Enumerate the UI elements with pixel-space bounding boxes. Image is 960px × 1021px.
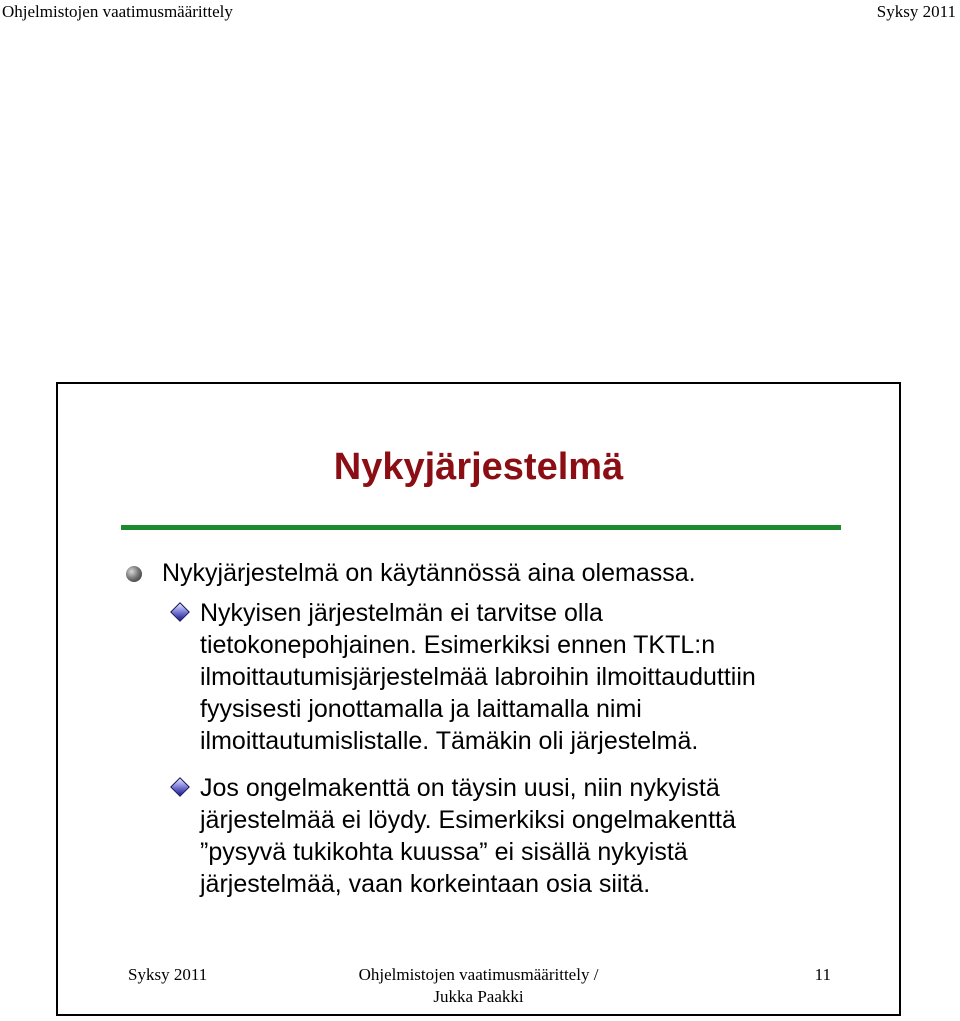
text-line: ilmoittautumislistalle. Tämäkin oli järjestelmä. (200, 727, 699, 755)
text-line: Jos ongelmakenttä on täysin uusi, niin nykyistä (200, 774, 720, 802)
slide (56, 382, 901, 1016)
footer-author: Jukka Paakki (433, 987, 524, 1006)
main-bullet-text: Nykyjärjestelmä on käytännössä aina olemassa. (162, 559, 696, 587)
text-line: tietokonepohjainen. Esimerkiksi ennen TKTL:n (200, 631, 716, 659)
slide-title: Nykyjärjestelmä (333, 446, 624, 488)
page-header-right: Syksy 2011 (876, 2, 956, 21)
page-number: 11 (814, 965, 831, 984)
text-line: järjestelmää, vaan korkeintaan osia siitä. (200, 870, 651, 898)
text-line: ilmoittautumisjärjestelmää labroihin ilmoittauduttiin (200, 663, 756, 691)
sphere-bullet-icon (126, 566, 142, 582)
text-line: järjestelmää ei löydy. Esimerkiksi ongelmakenttä (200, 806, 736, 834)
footer-center (58, 964, 899, 1008)
text-line: Nykyisen järjestelmän ei tarvitse olla (200, 599, 603, 627)
title-divider (121, 525, 841, 530)
diamond-bullet-icon (170, 777, 190, 797)
text-line: fyysisesti jonottamalla ja laittamalla nimi (200, 695, 642, 723)
text-line: ”pysyvä tukikohta kuussa” ei sisällä nykyistä (200, 838, 688, 866)
diamond-bullet-icon (170, 602, 190, 622)
sub-bullet-1-text (200, 597, 860, 757)
page-header-left: Ohjelmistojen vaatimusmäärittely (2, 2, 233, 21)
sub-bullet-2-text (200, 772, 860, 900)
footer-course: Ohjelmistojen vaatimusmäärittely / (358, 965, 599, 984)
footer-left: Syksy 2011 (128, 965, 208, 984)
